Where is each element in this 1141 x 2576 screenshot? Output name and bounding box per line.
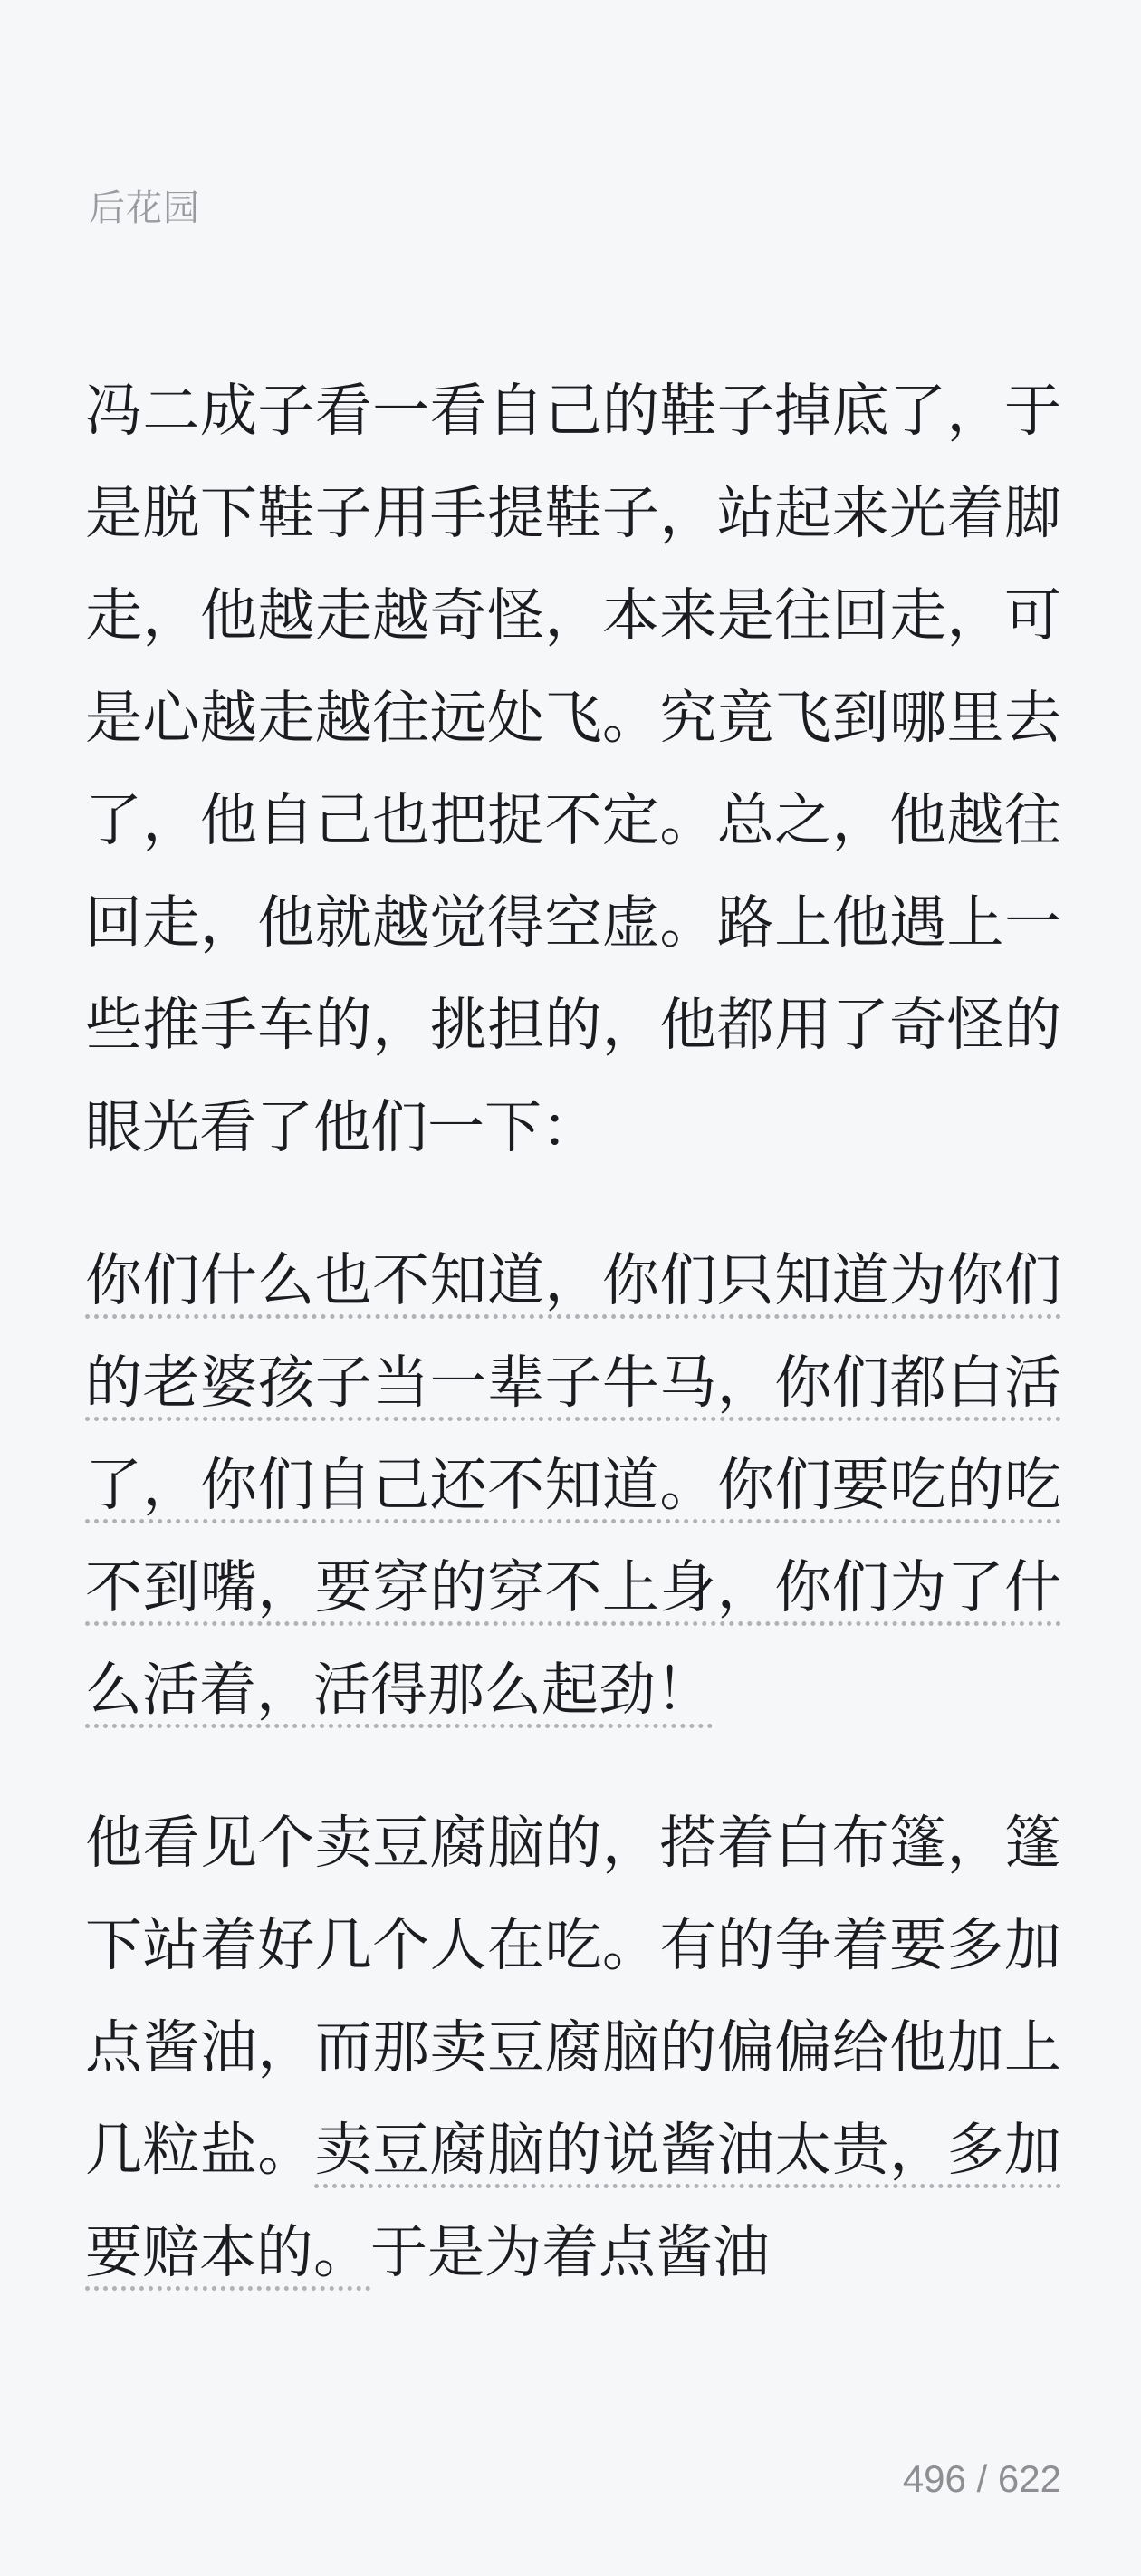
paragraph [85, 360, 1061, 1179]
paragraph [85, 1230, 1061, 1742]
highlighted-text-segment[interactable]: 卖豆腐脑的说酱油太贵，多加要赔本的。 [85, 2119, 1061, 2284]
text-segment: 于是为着点酱油 [370, 2221, 770, 2284]
text-segment: 他看见个卖豆腐脑的，搭着白布篷，篷下站着好几个人在吃。有的争着要多加点酱油，而那卖豆腐脑的偏偏给他加上几粒盐。 [85, 1812, 1061, 2182]
paragraph [85, 1793, 1061, 2304]
reading-content[interactable] [85, 360, 1061, 2304]
text-segment: 冯二成子看一看自己的鞋子掉底了，于是脱下鞋子用手提鞋子，站起来光着脚走，他越走越奇怪，本来是往回走，可是心越走越往远处飞。究竟飞到哪里去了，他自己也把捉不定。总之，他越往回走，他就越觉得空虚。路上他遇上一些推手车的，挑担的，他都用了奇怪的眼光看了他们一下： [85, 380, 1061, 1159]
highlighted-text-segment[interactable]: 你们什么也不知道，你们只知道为你们的老婆孩子当一辈子牛马，你们都白活了，你们自己还不知道。你们要吃的吃不到嘴，要穿的穿不上身，你们为了什么活着，活得那么起劲！ [85, 1249, 1061, 1722]
chapter-title: 后花园 [89, 188, 200, 228]
page-indicator: 496 / 622 [902, 2457, 1061, 2500]
